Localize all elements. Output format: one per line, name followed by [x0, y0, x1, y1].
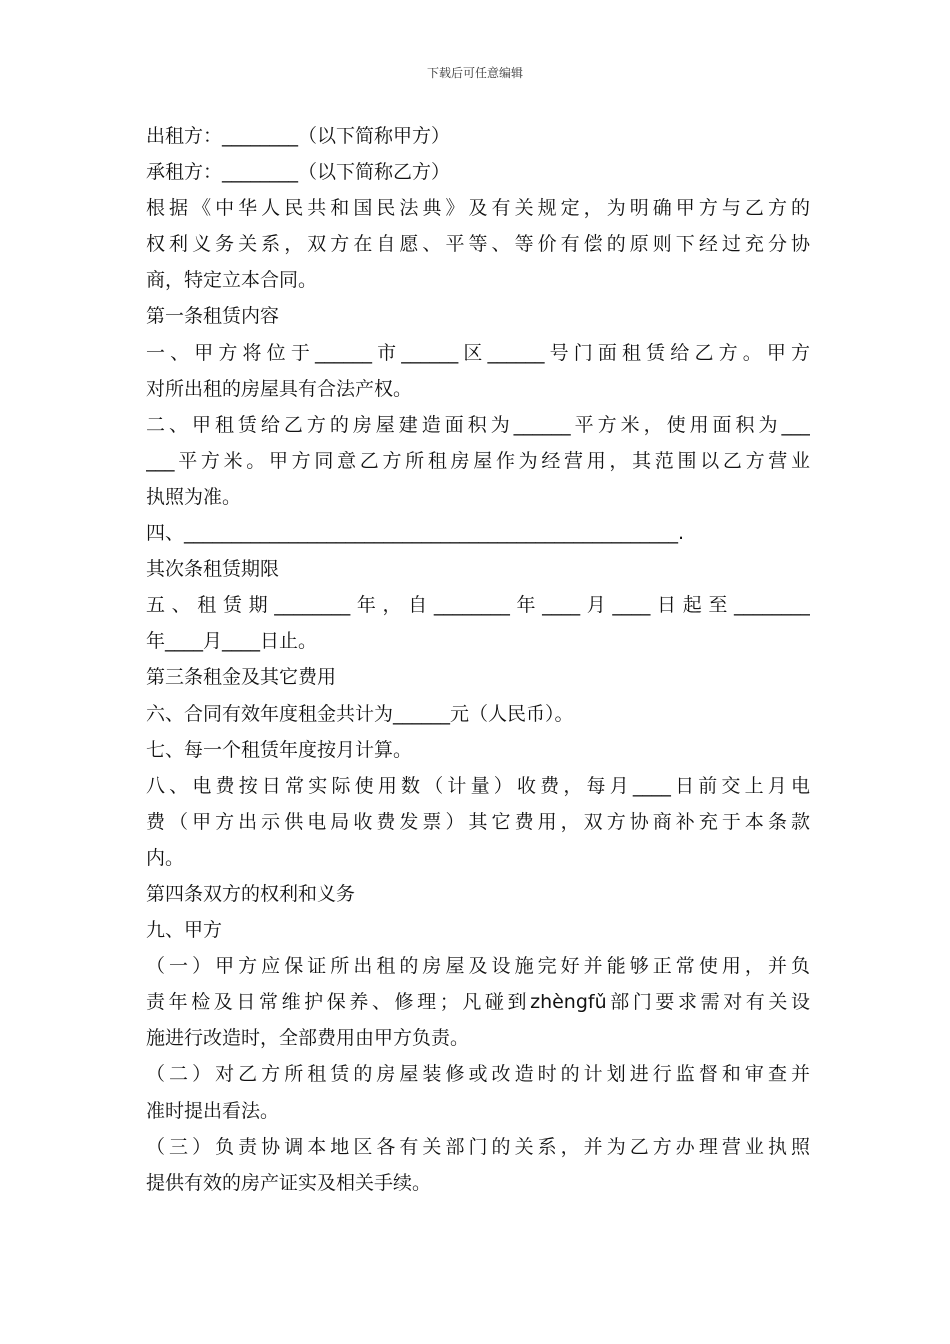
document-line: 年____月____日止。	[146, 630, 318, 653]
document-line: （二）对乙方所租赁的房屋装修或改造时的计划进行监督和审查并	[146, 1063, 810, 1086]
document-line: 提供有效的房产证实及相关手续。	[146, 1171, 432, 1194]
document-line: 出租方：________（以下简称甲方）	[146, 125, 451, 147]
document-line: ___平方米。甲方同意乙方所租房屋作为经营用，其范围以乙方营业	[146, 449, 810, 472]
document-line: 一、甲方将位于______市______区______号门面租赁给乙方。甲方	[146, 341, 810, 364]
document-line: 费（甲方出示供电局收费发票）其它费用，双方协商补充于本条款	[146, 810, 810, 833]
document-line: 内。	[146, 846, 185, 869]
document-line: （三）负责协调本地区各有关部门的关系，并为乙方办理营业执照	[146, 1135, 810, 1158]
document-line: 施进行改造时，全部费用由甲方负责。	[146, 1027, 470, 1050]
document-line: 九、甲方	[146, 919, 223, 942]
document-line: 商，特定立本合同。	[146, 269, 318, 292]
document-line: 第四条双方的权利和义务	[146, 882, 356, 905]
document-body	[146, 118, 810, 1201]
document-line: 四、____________________________________________________.	[146, 522, 685, 545]
document-line: 二、甲租赁给乙方的房屋建造面积为______平方米，使用面积为___	[146, 413, 810, 436]
document-line: 八、电费按日常实际使用数（计量）收费，每月____日前交上月电	[146, 774, 810, 797]
document-line: 第三条租金及其它费用	[146, 666, 337, 689]
document-line: （一）甲方应保证所出租的房屋及设施完好并能够正常使用，并负	[146, 955, 810, 978]
document-line: 权利义务关系，双方在自愿、平等、等价有偿的原则下经过充分协	[146, 233, 810, 256]
document-line: 执照为准。	[146, 485, 242, 508]
document-line: 第一条租赁内容	[146, 305, 280, 328]
document-line: 对所出租的房屋具有合法产权。	[146, 377, 413, 400]
document-line: 五、租赁期________年，自________年____月____日起至________	[146, 594, 810, 617]
document-line: 其次条租赁期限	[146, 558, 280, 581]
document-line: 六、合同有效年度租金共计为______元（人民币）。	[146, 702, 574, 725]
document-line: 七、每一个租赁年度按月计算。	[146, 738, 413, 761]
document-line: 根据《中华人民共和国民法典》及有关规定，为明确甲方与乙方的	[146, 197, 810, 220]
document-line: 责年检及日常维护保养、修理；凡碰到zhèngfǔ部门要求需对有关设	[146, 991, 810, 1014]
document-line: 承租方：________（以下简称乙方）	[146, 161, 451, 184]
document-line: 准时提出看法。	[146, 1099, 280, 1122]
page-header-note: 下载后可任意编辑	[426, 66, 523, 80]
